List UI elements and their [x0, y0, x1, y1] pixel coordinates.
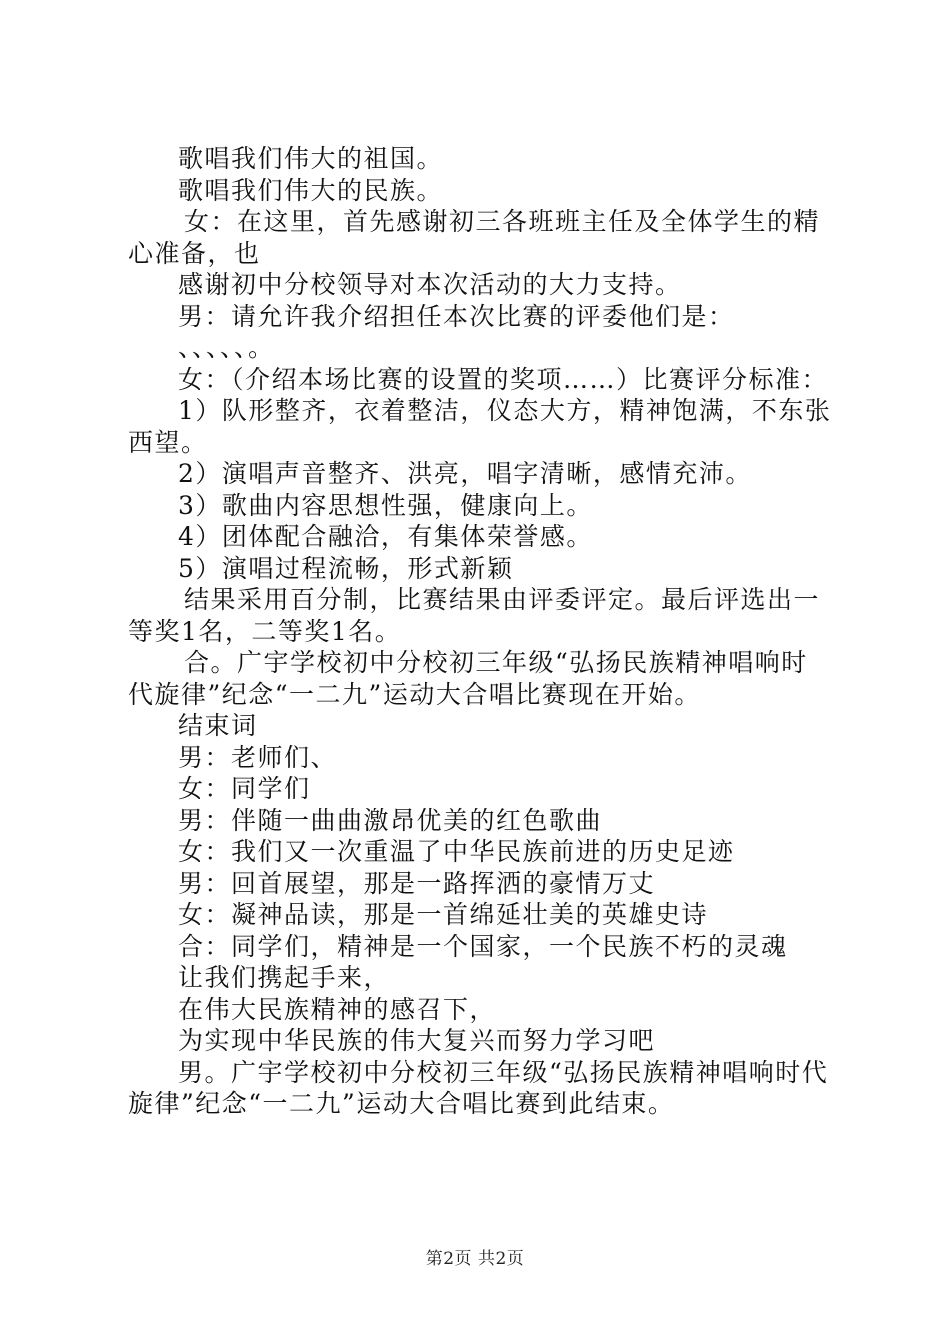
paragraph: 女：我们又一次重温了中华民族前进的历史足迹	[178, 837, 735, 866]
paragraph: 男：老师们、	[178, 742, 338, 772]
paragraph: 1）队形整齐，衣着整洁，仪态大方，精神饱满，不东张西望。	[128, 396, 832, 457]
paragraph: 结果采用百分制，比赛结果由评委评定。最后评选出一等奖1名，二等奖1名。	[128, 585, 821, 646]
paragraph: 歌唱我们伟大的民族。	[178, 175, 444, 205]
paragraph: 合：同学们，精神是一个国家，一个民族不朽的灵魂	[178, 931, 788, 961]
paragraph: 女：在这里，首先感谢初三各班班主任及全体学生的精心准备，也	[128, 207, 821, 268]
paragraph: 4）团体配合融洽，有集体荣誉感。	[178, 522, 593, 551]
paragraph: 女：凝神品读，那是一首绵延壮美的英雄史诗	[178, 900, 709, 929]
paragraph: 3）歌曲内容思想性强，健康向上。	[178, 490, 593, 520]
paragraph: 5）演唱过程流畅，形式新颖	[178, 553, 514, 583]
paragraph: 男：伴随一曲曲激昂优美的红色歌曲	[178, 805, 603, 835]
paragraph: 男：请允许我介绍担任本次比赛的评委他们是：	[178, 301, 735, 331]
paragraph: 歌唱我们伟大的祖国。	[178, 144, 444, 173]
paragraph: 男。广宇学校初中分校初三年级“弘扬民族精神唱响时代旋律”纪念“一二九”运动大合唱比赛到此结束。	[128, 1057, 829, 1118]
section-heading: 结束词	[178, 711, 258, 740]
paragraph: 合。广宇学校初中分校初三年级“弘扬民族精神唱响时代旋律”纪念“一二九”运动大合唱比赛现在开始。	[128, 648, 808, 709]
paragraph: 2）演唱声音整齐、洪亮，唱字清晰，感情充沛。	[178, 459, 752, 488]
paragraph: 女：（介绍本场比赛的设置的奖项……）比赛评分标准：	[178, 364, 829, 394]
page-number-footer: 第2页 共2页	[425, 1249, 525, 1269]
paragraph: 让我们携起手来，	[178, 963, 391, 992]
paragraph: 女：同学们	[178, 774, 311, 803]
paragraph: 在伟大民族精神的感召下，	[178, 994, 497, 1024]
document-body	[128, 143, 834, 1120]
paragraph: 、、、、、。	[178, 333, 275, 362]
paragraph: 为实现中华民族的伟大复兴而努力学习吧	[178, 1026, 656, 1055]
paragraph: 感谢初中分校领导对本次活动的大力支持。	[178, 270, 682, 299]
paragraph: 男：回首展望，那是一路挥洒的豪情万丈	[178, 868, 656, 898]
